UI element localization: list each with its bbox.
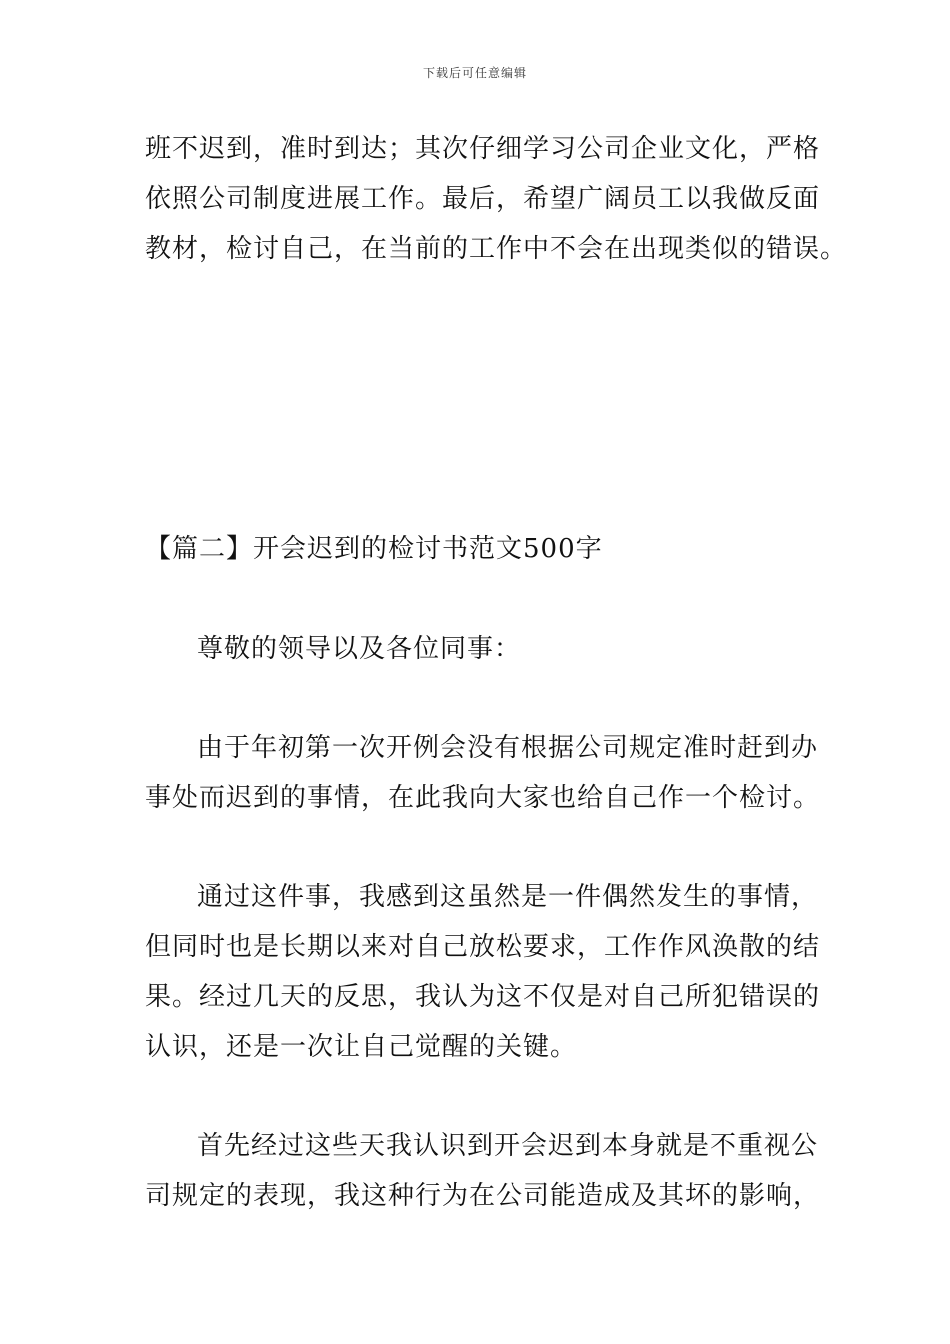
body-line: 教材，检讨自己，在当前的工作中不会在出现类似的错误。: [145, 234, 848, 264]
body-line: 事处而迟到的事情，在此我向大家也给自己作一个检讨。: [145, 783, 821, 813]
body-line: 首先经过这些天我认识到开会迟到本身就是不重视公: [197, 1131, 819, 1161]
body-line: 果。经过几天的反思，我认为这不仅是对自己所犯错误的: [145, 982, 821, 1012]
body-line: 认识，还是一次让自己觉醒的关键。: [145, 1032, 578, 1062]
salutation: 尊敬的领导以及各位同事：: [197, 634, 522, 664]
body-line: 司规定的表现，我这种行为在公司能造成及其坏的影响，: [145, 1181, 821, 1211]
body-line: 通过这件事，我感到这虽然是一件偶然发生的事情，: [197, 882, 819, 912]
page-header: 下载后可任意编辑: [422, 66, 527, 80]
section-title: 【篇二】开会迟到的检讨书范文500字: [145, 534, 603, 564]
body-line: 由于年初第一次开例会没有根据公司规定准时赶到办: [197, 733, 819, 763]
body-line: 班不迟到，准时到达；其次仔细学习公司企业文化，严格: [145, 134, 821, 164]
body-line: 依照公司制度进展工作。最后，希望广阔员工以我做反面: [145, 184, 821, 214]
body-line: 但同时也是长期以来对自己放松要求，工作作风涣散的结: [145, 932, 821, 962]
